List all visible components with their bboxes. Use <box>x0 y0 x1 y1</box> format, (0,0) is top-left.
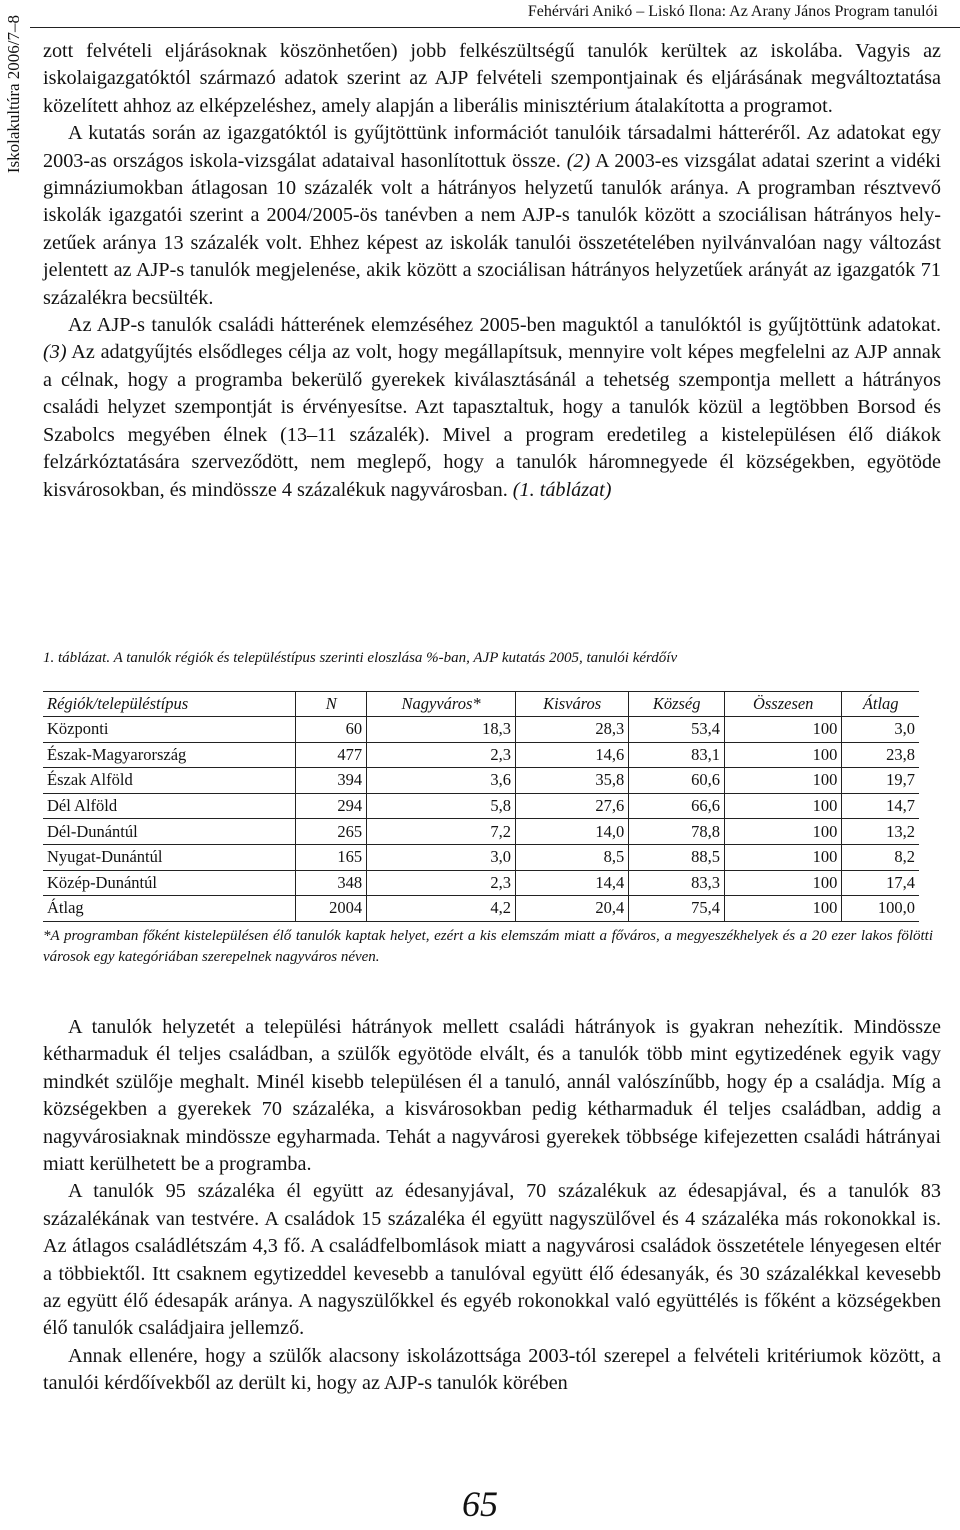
table-cell: 8,5 <box>516 844 629 870</box>
table-cell: 66,6 <box>629 793 725 819</box>
column-header: Összesen <box>725 692 842 717</box>
column-header: Község <box>629 692 725 717</box>
table-cell: 165 <box>296 844 367 870</box>
table-row <box>43 896 919 922</box>
journal-side-label: Iskolakultúra 2006/7–8 <box>4 15 23 174</box>
endnote-ref: (3) <box>43 341 67 364</box>
column-header: Kisváros <box>516 692 629 717</box>
table-row <box>43 844 919 870</box>
table-cell: 35,8 <box>516 768 629 794</box>
table-cell: 78,8 <box>629 819 725 845</box>
table-cell: 265 <box>296 819 367 845</box>
table-cell: Közép-Dunántúl <box>43 870 296 896</box>
table-cell: 2,3 <box>367 742 516 768</box>
paragraph: A tanulók 95 százaléka él együtt az édesanyjával, 70 százalékuk az édesapjával, és a tanulók 83 százalékának van testvére. A családok 15 százaléka él együtt nagyszülővel és 4 százaléka más rokonokkal is. Az átlagos családlétszám 4,3 fő. A családfelbomlások miatt a nagyvárosi családok összetétele lényegesen eltér a többiektől. Itt csaknem egytizeddel kevesebb a tanulóval együtt élő édesanyák, és 30 százalékkal kevesebb az együtt élő édesapák aránya. A nagyszülőkkel és egyéb rokonokkal való együttélés is főként a községekben élő tanulók családjaira jellemző. <box>43 1180 941 1340</box>
paragraph: Annak ellenére, hogy a szülők alacsony iskolázottsága 2003-tól szerepel a felvételi kritériumok között, a tanulói kérdőívekből az derült ki, hogy az AJP-s tanulók körében <box>43 1344 941 1395</box>
table-cell: 14,4 <box>516 870 629 896</box>
table-row <box>43 793 919 819</box>
table-cell: 100 <box>725 717 842 743</box>
table-cell: 477 <box>296 742 367 768</box>
table-cell: 17,4 <box>842 870 919 896</box>
body-text-block-2 <box>43 1014 941 1398</box>
table-cell: 3,0 <box>842 717 919 743</box>
table-cell: 28,3 <box>516 717 629 743</box>
table-row <box>43 742 919 768</box>
table-row <box>43 819 919 845</box>
table-cell: 60,6 <box>629 768 725 794</box>
endnote-ref: (2) <box>566 149 591 172</box>
table-cell: 60 <box>296 717 367 743</box>
paragraph: A tanulók helyzetét a települési hátrányok mellett családi hátrányok is gyakran nehezítik. Mindössze kétharmaduk él teljes családban, a szülők egyötöde elvált, és a tanulók több mint egytizedének egyik vagy mindkét szülője meghalt. Minél kisebb településen él a tanuló, annál valószínűbb, hogy ép a családja. Míg a községekben a gyerekek 70 százaléka, a kisvárosokban pedig kétharmaduk él teljes családban, addig a nagyvárosiaknak mindössze egyharmada. Tehát a nagyvárosi gyerekek többsége kifejezetten családi hátrányai miatt kerülhetett be a programba. <box>43 1016 941 1176</box>
table-cell: Központi <box>43 717 296 743</box>
table-cell: 13,2 <box>842 819 919 845</box>
column-header: Nagyváros* <box>367 692 516 717</box>
table-cell: 8,2 <box>842 844 919 870</box>
table-cell: 348 <box>296 870 367 896</box>
table-cell: 75,4 <box>629 896 725 922</box>
table-cell: 100 <box>725 742 842 768</box>
table-cell: 83,3 <box>629 870 725 896</box>
table-cell: 100,0 <box>842 896 919 922</box>
body-text-block-1 <box>43 38 941 504</box>
table-cell: 53,4 <box>629 717 725 743</box>
table-cell: 100 <box>725 870 842 896</box>
table-cell: 394 <box>296 768 367 794</box>
table-cell: 14,7 <box>842 793 919 819</box>
table-cell: 100 <box>725 793 842 819</box>
column-header: Régiók/településtípus <box>43 692 296 717</box>
data-table <box>43 691 919 922</box>
table-cell: 3,0 <box>367 844 516 870</box>
table-cell: 100 <box>725 819 842 845</box>
column-header: Átlag <box>842 692 919 717</box>
table-row <box>43 717 919 743</box>
running-head: Fehérvári Anikó – Liskó Ilona: Az Arany János Program tanulói <box>527 3 938 20</box>
header-rule <box>30 27 960 28</box>
table-row <box>43 768 919 794</box>
table-cell: 83,1 <box>629 742 725 768</box>
paragraph: zott felvételi eljárásoknak köszönhetően) jobb felkészültségű tanulók kerültek az iskolába. Vagyis az iskolaigazgatóktól származó adatok szerint az AJP felvételi szempontjainak és eljárásának megváltoztatása közelített ahhoz az elképzeléshez, amely alapján a liberális minisztérium átalakította a programot. <box>43 40 941 117</box>
table-cell: 3,6 <box>367 768 516 794</box>
table-cell: Dél-Dunántúl <box>43 819 296 845</box>
table-cell: Észak-Magyarország <box>43 742 296 768</box>
table-cell: 2004 <box>296 896 367 922</box>
table-ref: (1. táblázat) <box>512 478 612 501</box>
paragraph: A kutatás során az igazgatóktól is gyűjtöttünk információt tanulóik társadalmi hátteréről. Az adatokat egy 2003-as országos iskola-vizsgálat adataival hasonlítottuk össze. (2) A 2003-es vizsgálat adatai szerint a vidéki gimnáziumokban átlagosan 10 százalék volt a hátrányos helyzetű tanulók aránya. A programban résztvevő iskolák igazgatói szerint a 2004/2005-ös tanévben a nem AJP-s tanulók között a szociálisan hátrányos helyzetűek aránya 13 százalék volt. Ehhez képest az iskolák tanulói összetételében nyilvánvalóan nagy változást jelentett az AJP-s tanulók megjelenése, akik között a szociálisan hátrányos helyzetűek arányát az igazgatók 71 százalékra becsülték. <box>43 122 941 309</box>
table-cell: 7,2 <box>367 819 516 845</box>
table-cell: 88,5 <box>629 844 725 870</box>
table-header-row <box>43 692 919 717</box>
table-cell: 4,2 <box>367 896 516 922</box>
table-cell: 294 <box>296 793 367 819</box>
column-header: N <box>296 692 367 717</box>
table-footnote: *A programban főként kistelepülésen élő tanulók kaptak helyet, ezért a kis elemszám miatt a főváros, a megyeszékhelyek és a 20 ezer lakos fölötti városok egy kategóriában szerepelnek nagyváros néven. <box>43 928 933 965</box>
table-cell: 20,4 <box>516 896 629 922</box>
table-cell: 5,8 <box>367 793 516 819</box>
table-cell: 14,0 <box>516 819 629 845</box>
table-cell: 14,6 <box>516 742 629 768</box>
page-number: 65 <box>462 1484 498 1524</box>
table-cell: 18,3 <box>367 717 516 743</box>
table-row <box>43 870 919 896</box>
paragraph: Az AJP-s tanulók családi hátterének elemzéséhez 2005-ben maguktól a tanulóktól is gyűjtöttünk adatokat. (3) Az adatgyűjtés elsődleges célja az volt, hogy megállapítsuk, mennyire volt képes megfelelni az AJP annak a célnak, hogy a programba bekerülő gyerekek kiválasztásánál a tehetség szempontja mellett a hátrányos családi helyzet szempontját is érvényesítse. Azt tapasztaltuk, hogy a tanulók közül a legtöbben Borsod és Szabolcs megyében élnek (13–11 százalék). Mivel a program eredetileg a kistelepülésen élő diákok felzárkóztatására szerveződött, nem meglepő, hogy a tanulók háromnegyede él községekben, egyötöde kisvárosokban, és mindössze 4 százalékuk nagyvárosban. (1. táblázat) <box>43 314 941 501</box>
table-cell: 100 <box>725 896 842 922</box>
table-cell: 19,7 <box>842 768 919 794</box>
table-cell: Dél Alföld <box>43 793 296 819</box>
table-cell: 23,8 <box>842 742 919 768</box>
table-cell: 100 <box>725 768 842 794</box>
table-cell: Nyugat-Dunántúl <box>43 844 296 870</box>
table-caption: 1. táblázat. A tanulók régiók és településtípus szerinti eloszlása %-ban, AJP kutatás 2005, tanulói kérdőív <box>43 650 678 666</box>
table-cell: 27,6 <box>516 793 629 819</box>
table-cell: Átlag <box>43 896 296 922</box>
table-cell: Észak Alföld <box>43 768 296 794</box>
table-cell: 2,3 <box>367 870 516 896</box>
table-cell: 100 <box>725 844 842 870</box>
